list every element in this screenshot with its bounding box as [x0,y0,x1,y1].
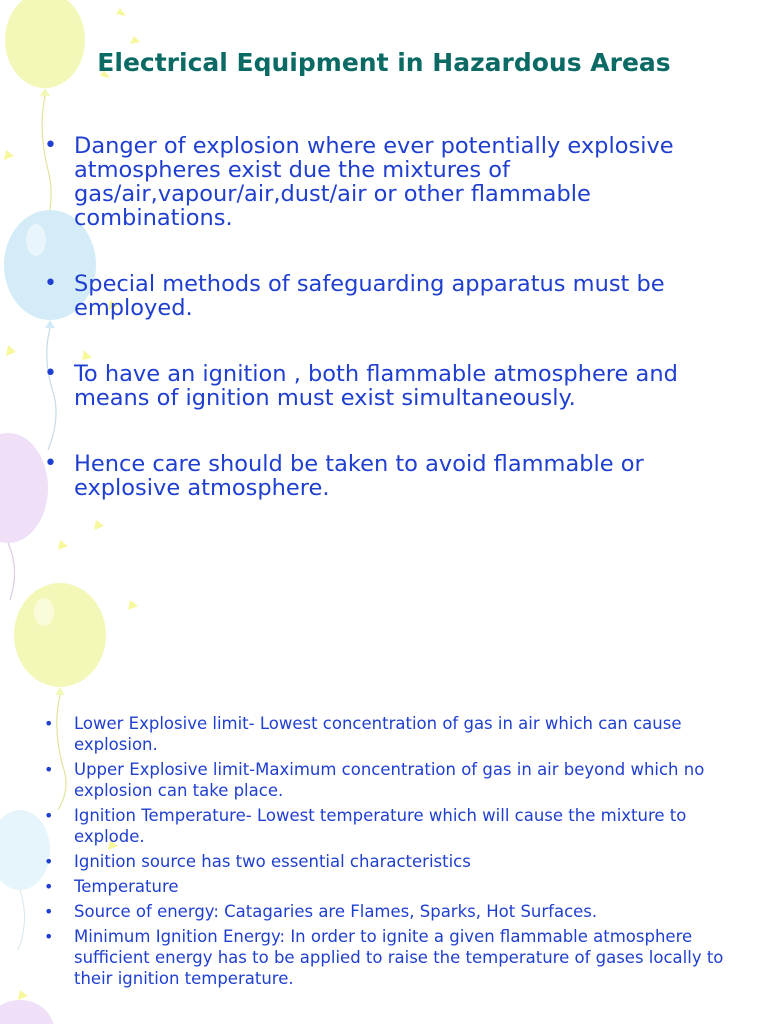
detail-bullet-list [44,713,744,993]
detail-bullet-text: Lower Explosive limit- Lowest concentration of gas in air which can cause explosion. [74,714,682,754]
detail-bullet-text: Temperature [74,877,179,896]
detail-bullet-item [44,759,744,801]
bullet-dot-icon: • [44,271,57,296]
detail-bullet-item [44,805,744,847]
detail-bullet-text: Ignition Temperature- Lowest temperature which will cause the mixture to explode. [74,806,687,846]
bullet-dot-icon: • [44,133,57,158]
main-bullet-list [44,134,734,542]
main-bullet-text: Special methods of safeguarding apparatus must be employed. [74,271,665,321]
main-bullet-text: Danger of explosion where ever potentially explosive atmospheres exist due the mixtures of gas/air,vapour/air,dust/air or other flammable combinations. [74,133,674,231]
main-bullet-text: To have an ignition , both flammable atmosphere and means of ignition must exist simultaneously. [74,361,678,411]
detail-bullet-text: Source of energy: Catagaries are Flames, Sparks, Hot Surfaces. [74,902,598,921]
bullet-dot-icon: • [44,852,54,871]
bullet-dot-icon: • [44,760,54,779]
main-bullet-item [44,362,734,410]
detail-bullet-item [44,713,744,755]
detail-bullet-item [44,926,744,989]
main-bullet-item [44,134,734,230]
detail-bullet-item [44,876,744,897]
bullet-dot-icon: • [44,877,54,896]
bullet-dot-icon: • [44,806,54,825]
main-bullet-item [44,272,734,320]
bullet-dot-icon: • [44,714,54,733]
detail-bullet-item [44,901,744,922]
detail-bullet-text: Upper Explosive limit-Maximum concentration of gas in air beyond which no explosion can take place. [74,760,705,800]
main-bullet-text: Hence care should be taken to avoid flammable or explosive atmosphere. [74,451,644,501]
detail-bullet-text: Ignition source has two essential characteristics [74,852,471,871]
main-bullet-item [44,452,734,500]
bullet-dot-icon: • [44,451,57,476]
bullet-dot-icon: • [44,927,54,946]
detail-bullet-item [44,851,744,872]
slide-title: Electrical Equipment in Hazardous Areas [97,48,671,77]
detail-bullet-text: Minimum Ignition Energy: In order to ignite a given flammable atmosphere sufficient energy has to be applied to raise the temperature of gases locally to their ignition temperature. [74,927,724,988]
bullet-dot-icon: • [44,361,57,386]
bullet-dot-icon: • [44,902,54,921]
